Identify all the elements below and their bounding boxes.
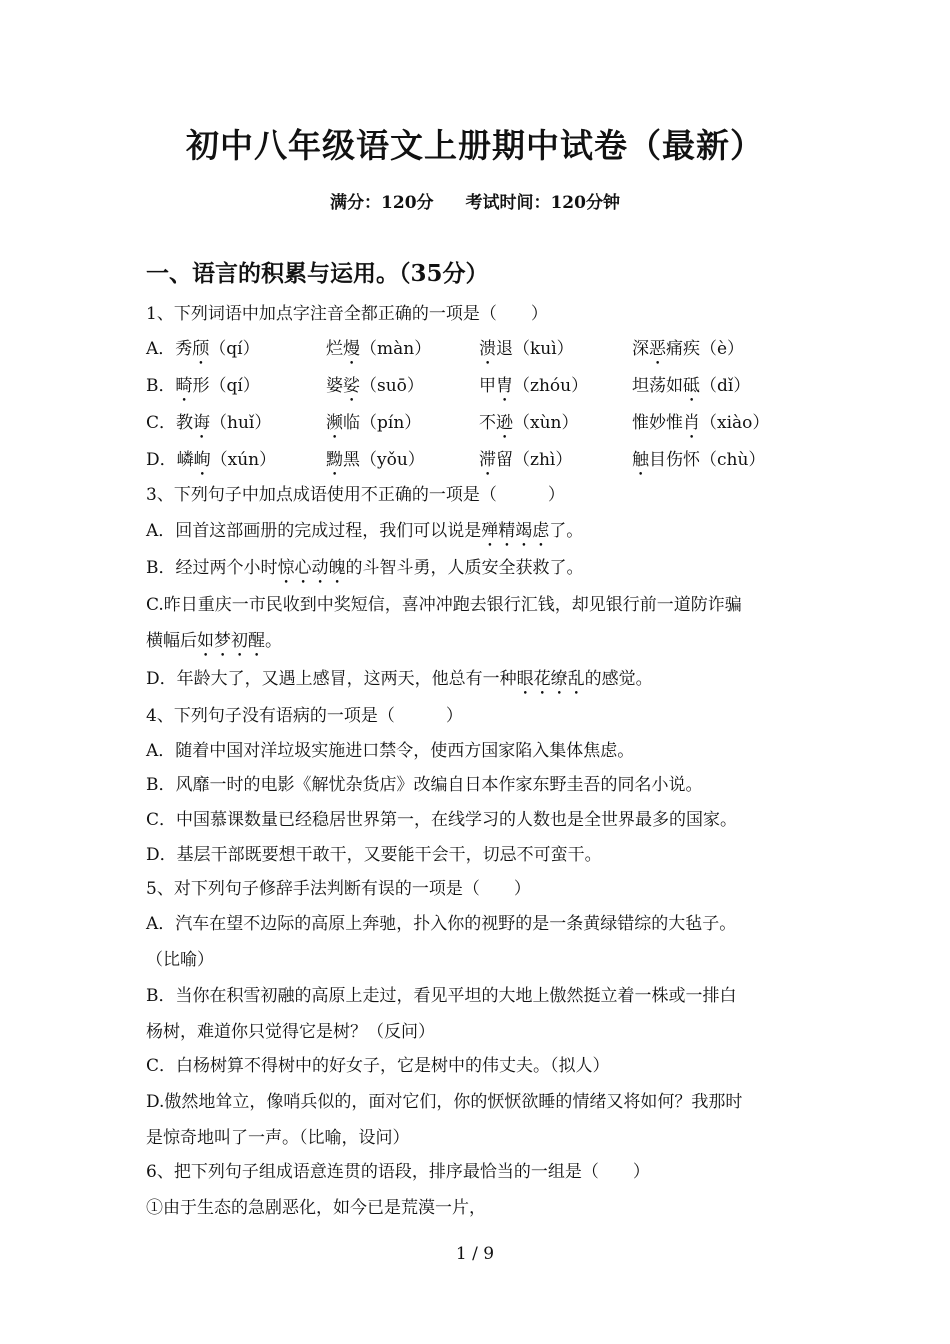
emphasized-char: 濒 (326, 413, 343, 433)
q6-stem: 6、把下列句子组成语意连贯的语段，排序最恰当的一组是（ ） (146, 1162, 650, 1182)
q1-stem: 1、下列词语中加点字注音全都正确的一项是（ ） (146, 304, 548, 324)
q4-option-b: B．风靡一时的电影《解忧杂货店》改编自日本作家东野圭吾的同名小说。 (146, 775, 703, 795)
q3-stem: 3、下列句子中加点成语使用不正确的一项是（ ） (146, 485, 565, 505)
q1-word-item: 溃退（kuì） (479, 339, 574, 359)
emphasized-char: 诲 (193, 413, 211, 433)
emphasized-char: 颀 (192, 339, 210, 359)
q5-option-a-line1: A．汽车在望不边际的高原上奔驰，扑入你的视野的是一条黄绿错综的大毡子。 (146, 914, 737, 934)
emphasized-idiom: 眼花缭乱 (516, 669, 585, 689)
emphasized-char: 逊 (496, 413, 513, 433)
q6-sentence-1: ①由于生态的急剧恶化，如今已是荒漠一片， (146, 1198, 486, 1218)
q4-option-c: C．中国慕课数量已经稳居世界第一，在线学习的人数也是全世界最多的国家。 (146, 810, 738, 830)
q1-word-item: 不逊（xùn） (479, 413, 579, 433)
q5-option-d-line1: D.傲然地耸立，像哨兵似的，面对它们，你的恹恹欲睡的情绪又将如何？我那时 (146, 1092, 743, 1112)
emphasized-char: 溃 (479, 339, 496, 359)
page-title: 初中八年级语文上册期中试卷（最新） (186, 126, 764, 165)
emphasized-char: 娑 (343, 376, 360, 396)
q1-word-item: 滞留（zhì） (479, 450, 573, 470)
emphasized-char: 峋 (193, 450, 211, 470)
q5-stem: 5、对下列句子修辞手法判断有误的一项是（ ） (146, 879, 531, 899)
emphasized-char: 黝 (326, 450, 343, 470)
q1-word-item: C．教诲（huǐ） (146, 413, 272, 433)
q1-word-item: 深恶痛疾（è） (632, 339, 745, 359)
emphasized-char: 肖 (683, 413, 700, 433)
q1-word-item: 濒临（pín） (326, 413, 422, 433)
q5-option-c: C．白杨树算不得树中的好女子，它是树中的伟丈夫。（拟人） (146, 1056, 610, 1076)
q1-word-item: 惟妙惟肖（xiào） (632, 413, 770, 433)
emphasized-char: 畸 (175, 376, 193, 396)
q3-option-d: D．年龄大了，又遇上感冒，这两天，他总有一种眼花缭乱的感觉。 (146, 669, 653, 689)
q1-word-item: 婆娑（suō） (326, 376, 424, 396)
q1-word-item: 坦荡如砥（dǐ） (632, 376, 751, 396)
q3-option-a: A．回首这部画册的完成过程，我们可以说是殚精竭虑了。 (146, 521, 584, 541)
page-number: 1 / 9 (455, 1244, 495, 1264)
q1-word-item: 触目伤怀（chù） (632, 450, 766, 470)
q3-option-b: B．经过两个小时惊心动魄的斗智斗勇，人质安全获救了。 (146, 558, 584, 578)
section-heading: 一、语言的积累与运用。（35分） (146, 260, 489, 287)
q4-option-d: D．基层干部既要想干敢干，又要能干会干，切忌不可蛮干。 (146, 845, 602, 865)
q1-word-item: A．秀颀（qí） (146, 339, 260, 359)
q5-option-b-line1: B．当你在积雪初融的高原上走过，看见平坦的大地上傲然挺立着一株或一排白 (146, 986, 737, 1006)
emphasized-char: 胄 (496, 376, 513, 396)
q3-option-c-line2: 横幅后如梦初醒。 (146, 631, 282, 651)
emphasized-char: 砥 (683, 376, 700, 396)
emphasized-char: 触 (632, 450, 649, 470)
emphasized-idiom: 如梦初醒 (197, 631, 265, 651)
emphasized-idiom: 殚精竭虑 (481, 521, 550, 541)
full-score: 满分：120分 (330, 193, 434, 213)
q3-option-c-line1: C.昨日重庆一市民收到中奖短信，喜冲冲跑去银行汇钱，却见银行前一道防诈骗 (146, 595, 742, 615)
emphasized-idiom: 惊心动魄 (277, 558, 346, 578)
emphasized-char: 熳 (343, 339, 360, 359)
exam-time: 考试时间：120分钟 (465, 193, 620, 213)
q5-option-a-line2: （比喻） (146, 950, 214, 970)
q1-word-item: 甲胄（zhóu） (479, 376, 589, 396)
q1-word-item: D．嶙峋（xún） (146, 450, 277, 470)
emphasized-char: 恶 (649, 339, 666, 359)
exam-info (0, 188, 950, 213)
q1-word-item: 黝黑（yǒu） (326, 450, 425, 470)
q5-option-b-line2: 杨树，难道你只觉得它是树？（反问） (146, 1022, 435, 1042)
emphasized-char: 滞 (479, 450, 496, 470)
q5-option-d-line2: 是惊奇地叫了一声。（比喻，设问） (146, 1128, 410, 1148)
q1-word-item: 烂熳（màn） (326, 339, 432, 359)
q4-option-a: A．随着中国对洋垃圾实施进口禁令，使西方国家陷入集体焦虑。 (146, 741, 635, 761)
q4-stem: 4、下列句子没有语病的一项是（ ） (146, 706, 463, 726)
q1-word-item: B．畸形（qí） (146, 376, 260, 396)
